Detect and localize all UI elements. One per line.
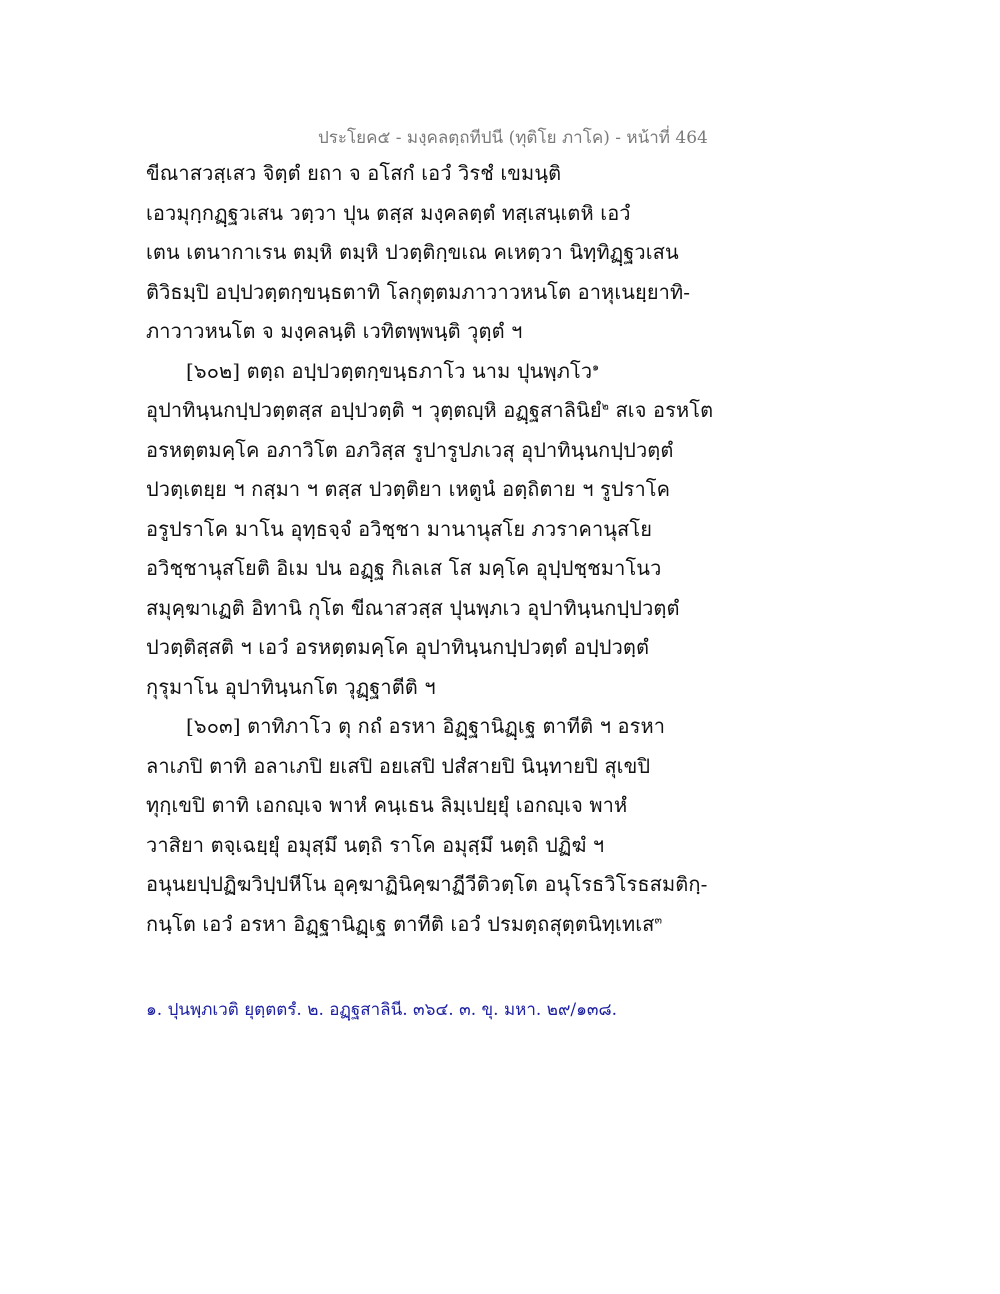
text-line: ภาวาวหนโต จ มงฺคลนฺติ เวทิตพฺพนฺติ วุตฺตํ ฯ — [146, 319, 523, 343]
text-line: ทุกฺเขปิ ตาทิ เอกญฺเจ พาหํ คนฺเธน ลิมฺเปยฺยุํ เอกญฺเจ พาหํ — [146, 793, 628, 817]
text-line: อรหตฺตมคฺโค อภาวิโต อภวิสฺส รูปารูปภเวสุ อุปาทินฺนกปฺปวตฺตํ — [146, 437, 674, 462]
paragraph-602-start — [146, 352, 706, 392]
footnote-marker-1: ๑ — [592, 359, 600, 373]
text-line: เอวมุกฺกฏฺฐวเสน วตฺวา ปุน ตสฺส มงฺคลตฺตํ ทสฺเสนฺเตหิ เอวํ — [146, 200, 631, 225]
footnote: ๑. ปุนพฺภเวติ ยุตฺตตรํ. ๒. อฏฺฐสาลินี. ๓๖๔. ๓. ขุ. มหา. ๒๙/๑๓๘. — [146, 1000, 618, 1020]
text-line: วาสิยา ตจฺเฉยฺยุํ อมุสฺมึ นตฺถิ ราโค อมุสฺมึ นตฺถิ ปฏิฆํ ฯ — [146, 832, 605, 857]
paragraph-603-start: [๖๐๓] ตาทิภาโว ตุ กถํ อรหา อิฏฺฐานิฏฺเฐ ตาทีติ ฯ อรหา — [186, 714, 666, 738]
text-line: ขีณาสวสฺเสว จิตฺตํ ยถา จ อโสกํ เอวํ วิรชํ เขมนฺติ — [146, 161, 562, 185]
text-line-content: กนฺโต เอวํ อรหา อิฏฺฐานิฏฺเฐ ตาทีติ เอวํ ปรมตฺถสุตฺตนิทฺเทเส — [146, 911, 655, 936]
text-line-tail: สเจ อรหโต — [609, 398, 714, 422]
text-line: อนุนยปฺปฏิฆวิปฺปหีโน อุคฺฆาฏินิคฺฆาฏีวีติวตฺโต อนุโรธวิโรธสมติกฺ- — [146, 872, 708, 896]
page-header: ประโยค๕ - มงฺคลตฺถทีปนี (ทุติโย ภาโค) - หน้าที่ 464 — [318, 128, 708, 148]
text-line: อวิชฺชานุสโยติ อิเม ปน อฏฺฐ กิเลเส โส มคฺโค อุปฺปชฺชมาโนว — [146, 556, 662, 580]
text-line: ปวตฺติสฺสติ ฯ เอวํ อรหตฺตมคฺโค อุปาทินฺนกปฺปวตฺตํ อปฺปวตฺตํ — [146, 635, 650, 659]
footnote-marker-2: ๒ — [601, 399, 610, 413]
text-line: กุรุมาโน อุปาทินฺนกโต วุฏฺฐาตีติ ฯ — [146, 674, 436, 699]
text-line — [146, 905, 706, 945]
text-line: เตน เตนากาเรน ตมฺหิ ตมฺหิ ปวตฺติกฺขเณ คเหตฺวา นิทฺทิฏฺฐวเสน — [146, 240, 679, 264]
text-line-content: [๖๐๒] ตตฺถ อปฺปวตฺตกฺขนฺธภาโว นาม ปุนพฺภโว — [186, 358, 593, 383]
text-line: อรูปราโค มาโน อุทฺธจฺจํ อวิชฺชา มานานุสโย ภวราคานุสโย — [146, 516, 653, 541]
text-line: สมุคฺฆาเฏติ อิทานิ กุโต ขีณาสวสฺส ปุนพฺภเว อุปาทินฺนกปฺปวตฺตํ — [146, 595, 680, 620]
footnote-marker-3: ๓ — [654, 912, 663, 926]
text-line: ปวตฺเตยฺย ฯ กสฺมา ฯ ตสฺส ปวตฺติยา เหตูนํ อตฺถิตาย ฯ รูปราโค — [146, 477, 671, 501]
text-line: ลาเภปิ ตาทิ อลาเภปิ ยเสปิ อยเสปิ ปสํสายปิ นินฺทายปิ สุเขปิ — [146, 753, 651, 778]
text-line-content: อุปาทินฺนกปฺปวตฺตสฺส อปฺปวตฺติ ฯ วุตฺตญฺหิ อฏฺฐสาลินิยํ — [146, 398, 602, 422]
body-text — [146, 154, 714, 944]
text-line: ติวิธมฺปิ อปฺปวตฺตกฺขนฺธตาทิ โลกุตฺตมภาวาวหนโต อาหุเนยฺยาทิ- — [146, 279, 691, 304]
text-line — [146, 391, 714, 431]
